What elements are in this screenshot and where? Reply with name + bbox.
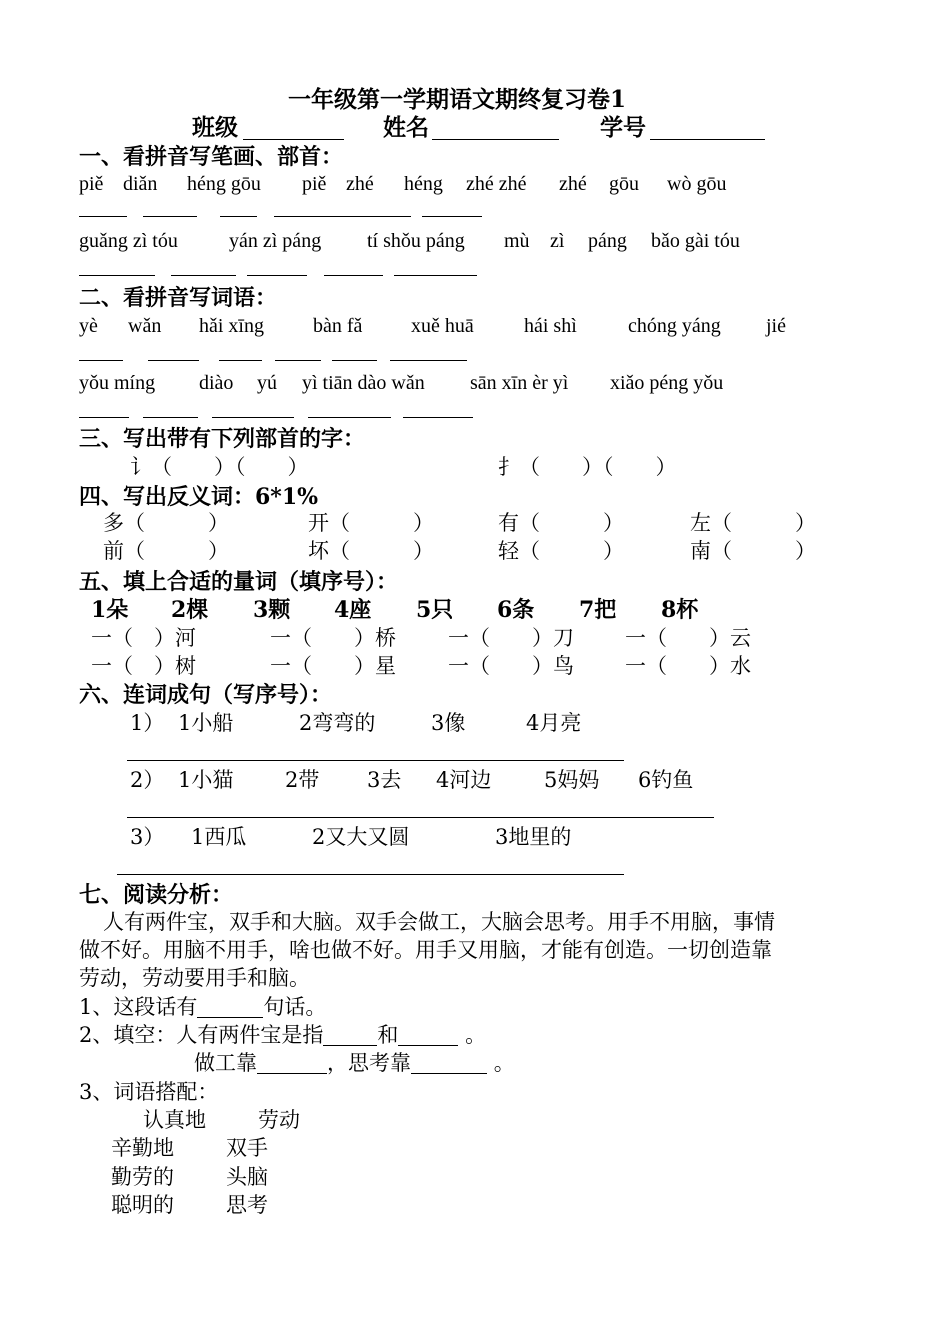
match-right-word[interactable]: 头脑 (226, 1165, 268, 1189)
antonym-item: 左（ ） (690, 511, 816, 535)
pinyin: hǎi xīng (199, 315, 264, 337)
pinyin: zhé (559, 173, 587, 195)
answer-blank[interactable] (197, 997, 263, 1018)
pinyin: diào (199, 372, 234, 394)
word-card: 4河边 (436, 768, 492, 792)
antonym-item: 轻（ ） (498, 539, 624, 563)
answer-line[interactable] (148, 360, 199, 361)
reading-passage-line: 劳动，劳动要用手和脑。 (79, 966, 310, 990)
question-2-joiner: 和 (377, 1023, 399, 1047)
pinyin: páng (588, 230, 627, 252)
pinyin: wò gōu (667, 173, 727, 195)
class-field[interactable] (243, 139, 344, 140)
answer-blank[interactable] (323, 1025, 377, 1046)
question-2-text: 2、填空：人有两件宝是指 (79, 1023, 324, 1047)
match-left-word[interactable]: 勤劳的 (111, 1165, 174, 1189)
measure-word-option: 4座 (334, 597, 372, 623)
question-number: 2） (130, 768, 165, 792)
question-number: 3） (130, 825, 165, 849)
match-left-word[interactable]: 辛勤地 (111, 1136, 174, 1160)
page-title: 一年级第一学期语文期终复习卷1 (288, 86, 627, 113)
reading-passage-line: 做不好。用脑不用手，啥也做不好。用手又用脑，才能有创造。一切创造靠 (79, 938, 772, 962)
sentence-answer-line[interactable] (127, 817, 714, 818)
word-card: 2弯弯的 (299, 711, 376, 735)
pinyin: jié (766, 315, 786, 337)
sentence-answer-line[interactable] (127, 760, 624, 761)
antonym-item: 有（ ） (498, 511, 624, 535)
section-1-heading: 一、看拼音写笔画、部首： (79, 144, 344, 170)
pinyin: gōu (609, 173, 639, 195)
question-2-end: 。 (465, 1023, 487, 1047)
measure-word-option: 1朵 (91, 597, 129, 623)
antonym-item: 多（ ） (103, 511, 229, 535)
pinyin: piě (79, 173, 104, 195)
measure-word-option: 8杯 (661, 597, 699, 623)
question-2b-end: 。 (493, 1051, 515, 1075)
name-field[interactable] (432, 139, 559, 140)
question-2b-joiner: ，思考靠 (327, 1051, 411, 1075)
section-2-heading: 二、看拼音写词语： (79, 285, 278, 311)
word-card: 4月亮 (526, 711, 582, 735)
sentence-answer-line[interactable] (117, 874, 624, 875)
pinyin: sān xīn èr yì (470, 372, 569, 394)
pinyin: xiǎo péng yǒu (610, 372, 724, 394)
antonym-item: 前（ ） (103, 539, 229, 563)
word-card: 5妈妈 (544, 768, 600, 792)
word-card: 1小猫 (178, 768, 234, 792)
pinyin: zhé (346, 173, 374, 195)
pinyin: bàn fǎ (313, 315, 363, 337)
match-left-word[interactable]: 聪明的 (111, 1193, 174, 1217)
pinyin: hái shì (524, 315, 577, 337)
pinyin: chóng yáng (628, 315, 721, 337)
pinyin: yè (79, 315, 98, 337)
match-left-word[interactable]: 认真地 (143, 1108, 206, 1132)
match-right-word[interactable]: 双手 (226, 1136, 268, 1160)
measure-word-item: 一（ ）鸟 (448, 654, 574, 678)
section-5-heading: 五、填上合适的量词（填序号）： (79, 569, 399, 595)
question-number: 1） (130, 711, 165, 735)
word-card: 3像 (431, 711, 466, 735)
measure-word-option: 2棵 (171, 597, 209, 623)
measure-word-item: 一（ ）云 (625, 626, 751, 650)
pinyin: zì (550, 230, 565, 252)
pinyin: héng gōu (187, 173, 261, 195)
measure-word-option: 5只 (416, 597, 454, 623)
class-label: 班级 (192, 114, 238, 141)
pinyin: wǎn (128, 315, 162, 337)
question-2b-text: 做工靠 (194, 1051, 257, 1075)
answer-line[interactable] (219, 360, 262, 361)
match-right-word[interactable]: 思考 (226, 1193, 268, 1217)
answer-line[interactable] (247, 275, 307, 276)
radical-item: 扌（ ）（ ） (498, 455, 677, 479)
section-4-heading: 四、写出反义词：6*1% (79, 484, 319, 510)
question-3: 3、词语搭配： (79, 1080, 219, 1104)
answer-blank[interactable] (398, 1025, 458, 1046)
pinyin: tí shǒu páng (367, 230, 465, 252)
answer-blank[interactable] (257, 1053, 327, 1074)
section-7-heading: 七、阅读分析： (79, 882, 234, 908)
word-card: 1小船 (178, 711, 234, 735)
measure-word-item: 一（ ）刀 (448, 626, 574, 650)
answer-line[interactable] (324, 275, 383, 276)
measure-word-item: 一（ ）树 (91, 654, 196, 678)
id-label: 学号 (600, 114, 646, 141)
answer-line[interactable] (79, 417, 129, 418)
pinyin: yì tiān dào wǎn (302, 372, 425, 394)
pinyin: bǎo gài tóu (651, 230, 740, 252)
radical-item: 讠（ ）（ ） (130, 455, 309, 479)
answer-line[interactable] (79, 275, 155, 276)
measure-word-item: 一（ ）桥 (270, 626, 396, 650)
question-1-text: 1、这段话有 (79, 995, 198, 1019)
answer-line[interactable] (220, 216, 257, 217)
answer-line[interactable] (422, 216, 482, 217)
pinyin: héng (404, 173, 443, 195)
word-card: 3地里的 (495, 825, 572, 849)
pinyin: zhé zhé (466, 173, 527, 195)
pinyin: piě (302, 173, 327, 195)
measure-word-item: 一（ ）水 (625, 654, 751, 678)
question-1 (79, 997, 326, 1018)
answer-line[interactable] (79, 216, 127, 217)
word-card: 3去 (367, 768, 402, 792)
answer-line[interactable] (212, 417, 294, 418)
pinyin: yú (257, 372, 277, 394)
word-card: 2带 (285, 768, 320, 792)
answer-line[interactable] (403, 417, 473, 418)
measure-word-option: 7把 (579, 597, 617, 623)
answer-line[interactable] (275, 360, 321, 361)
question-1-suffix: 句话。 (263, 995, 327, 1019)
answer-line[interactable] (143, 216, 197, 217)
pinyin: mù (504, 230, 530, 252)
pinyin: xuě huā (411, 315, 474, 337)
pinyin: guǎng zì tóu (79, 230, 178, 252)
pinyin: diǎn (123, 173, 158, 195)
measure-word-option: 6条 (497, 597, 535, 623)
antonym-item: 坏（ ） (308, 539, 434, 563)
measure-word-option: 3颗 (253, 597, 291, 623)
answer-line[interactable] (332, 360, 377, 361)
antonym-item: 南（ ） (690, 539, 816, 563)
answer-line[interactable] (274, 216, 411, 217)
answer-line[interactable] (308, 417, 391, 418)
pinyin: yán zì páng (229, 230, 322, 252)
measure-word-item: 一（ ）星 (270, 654, 396, 678)
answer-line[interactable] (390, 360, 467, 361)
answer-line[interactable] (143, 417, 198, 418)
name-label: 姓名 (383, 114, 429, 141)
answer-line[interactable] (394, 275, 477, 276)
answer-blank[interactable] (411, 1053, 487, 1074)
measure-word-item: 一（ ）河 (91, 626, 196, 650)
antonym-item: 开（ ） (308, 511, 434, 535)
question-2 (79, 1025, 486, 1046)
section-3-heading: 三、写出带有下列部首的字： (79, 426, 366, 452)
word-card: 2又大又圆 (312, 825, 410, 849)
question-2b (194, 1053, 515, 1074)
answer-line[interactable] (79, 360, 123, 361)
match-right-word[interactable]: 劳动 (258, 1108, 300, 1132)
answer-line[interactable] (171, 275, 236, 276)
id-field[interactable] (650, 139, 765, 140)
word-card: 6钓鱼 (638, 768, 694, 792)
reading-passage-line: 人有两件宝，双手和大脑。双手会做工，大脑会思考。用手不用脑，事情 (103, 910, 775, 934)
pinyin: yǒu míng (79, 372, 156, 394)
word-card: 1西瓜 (191, 825, 247, 849)
section-6-heading: 六、连词成句（写序号）： (79, 682, 333, 708)
